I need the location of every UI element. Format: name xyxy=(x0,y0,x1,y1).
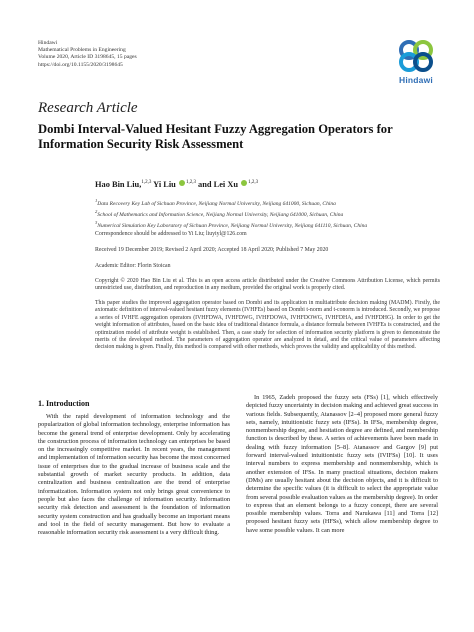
affiliations xyxy=(95,197,455,231)
body-paragraph: In 1965, Zadeh proposed the fuzzy sets (FSs) [1], which effectively depicted fuzzy uncertainty in decision making and achieved great success in various fields. Subsequently, Atanassov [2–4] proposed more general fuzzy sets, namely, intuitionistic fuzzy sets (IFSs). In IFSs, membership degree, nonmembership degree, and hesitation degree are defined, and membership function is described by these. A series of achievements have been made in dealing with fuzzy information [5–8]. Atanassov and Gargov [9] put forward interval-valued intuitionistic fuzzy sets (IVIFSs) [10]. It uses interval numbers to express membership and nonmembership, which is another extension of IFSs. In many practical situations, decision makers (DMs) are usually hesitant about the decision objects, and it is difficult to determine the specific values (it is difficult to select the appropriate value from several possible evaluation values as the membership degree). In order to express that an element belongs to a fuzzy concept, there are several possible membership values. Torra and Narukawa [11] and Torra [12] proposed hesitant fuzzy sets (HFSs), which allow membership degree to have some possible values. It can more xyxy=(246,394,438,534)
author-name: Hao Bin Liu, xyxy=(95,180,142,189)
author-list xyxy=(95,180,258,189)
orcid-icon[interactable] xyxy=(179,180,185,186)
hindawi-logo-text: Hindawi xyxy=(399,75,433,85)
affiliation-item: $^1$Data Recovery Key Lab of Sichuan Province, Neijiang Normal University, Neijiang 641000, Sichuan, China xyxy=(95,198,336,207)
body-paragraph: With the rapid development of information technology and the popularization of global information technology, enterprise information has become the general trend of enterprise development. Only by accelerating the construction process of information technology can enterprises be based on the increasingly competitive market. In recent years, the management and implementation of information security has become the most concerned issue of enterprises due to the gradual increase of business scale and the substantial growth of market security products. In addition, data centralization and business centralization are the trend of enterprise informatization. Information system not only brings great convenience to people but also faces the challenge of information security. Information security risk detection and assessment is the foundation of information security system construction and has gradually become an important means and tool in the field of security management. But how to evaluate a reasonable information security risk assessment is a very difficult thing. xyxy=(38,413,230,537)
correspondence: Correspondence should be addressed to Yi Liu; liuyiyl@126.com xyxy=(95,231,247,237)
journal-name: Mathematical Problems in Engineering xyxy=(38,47,126,54)
paper-title: Dombi Interval-Valued Hesitant Fuzzy Aggregation Operators for Information Security Risk Assessment xyxy=(38,122,393,151)
academic-editor: Academic Editor: Florin Stoican xyxy=(95,263,171,269)
author-superscript: 1,2,3 xyxy=(248,180,259,186)
author-superscript: 1,2,3 xyxy=(185,180,196,186)
right-column xyxy=(246,394,438,535)
affiliation-item: $^3$Numerical Simulation Key Laboratory of Sichuan Province, Neijiang Normal University, Neijiang 641110, Sichuan, China xyxy=(95,220,368,230)
author-name: and Lei Xu xyxy=(198,180,239,189)
copyright-notice: Copyright © 2020 Hao Bin Liu et al. This is an open access article distributed under the Creative Commons Attribution License, which permits unrestricted use, distribution, and reproduction in any medium, provided the original work is properly cited. xyxy=(95,278,440,292)
author-superscript: 1,2,3 xyxy=(141,180,152,186)
affiliation-item: $^2$School of Mathematics and Information Science, Neijiang Normal University, Neijiang 641000, Sichuan, China xyxy=(95,209,344,219)
article-type: Research Article xyxy=(38,100,138,116)
hindawi-logo-icon xyxy=(396,38,436,74)
left-column xyxy=(38,413,230,537)
hindawi-logo xyxy=(392,38,440,88)
publisher-line: Hindawi xyxy=(38,40,58,46)
volume-line: Volume 2020, Article ID 3198645, 15 pages xyxy=(38,54,137,61)
abstract: This paper studies the improved aggregation operator based on Dombi and its application in multiattribute decision making (MADM). Firstly, the axiomatic definition of interval-valued hesitant fuzzy elements (IVHFEs) based on Dombi t-norm and t-conorm is introduced. Secondly, we propose a series of IVHFE aggregation operators (IVHFDWA, IVHFDWG, IVHFDOWA, IVHFDOWG, IVHFDHA, and IVHFDHG). In order to get the weight information of attributes, based on the basic idea of traditional distance formula, a distance formula between IVHFEs is constructed, and the optimization model of attribute weight is established. Then, a case study for selection of information security platform is given to demonstrate the merits of the developed method. The parameters of aggregation operator are analyzed in detail, and the critical value of parameters affecting decision making is given. Finally, this method is compared with other methods, which proves the validity and applicability of this method. xyxy=(95,300,440,351)
publication-dates: Received 19 December 2019; Revised 2 April 2020; Accepted 18 April 2020; Published 7 May 2020 xyxy=(95,247,329,253)
journal-meta xyxy=(38,40,137,69)
section-heading: 1. Introduction xyxy=(38,399,90,408)
author-name: Yi Liu xyxy=(153,180,176,189)
orcid-icon[interactable] xyxy=(241,180,247,186)
doi-link[interactable]: https://doi.org/10.1155/2020/3198645 xyxy=(38,61,123,68)
